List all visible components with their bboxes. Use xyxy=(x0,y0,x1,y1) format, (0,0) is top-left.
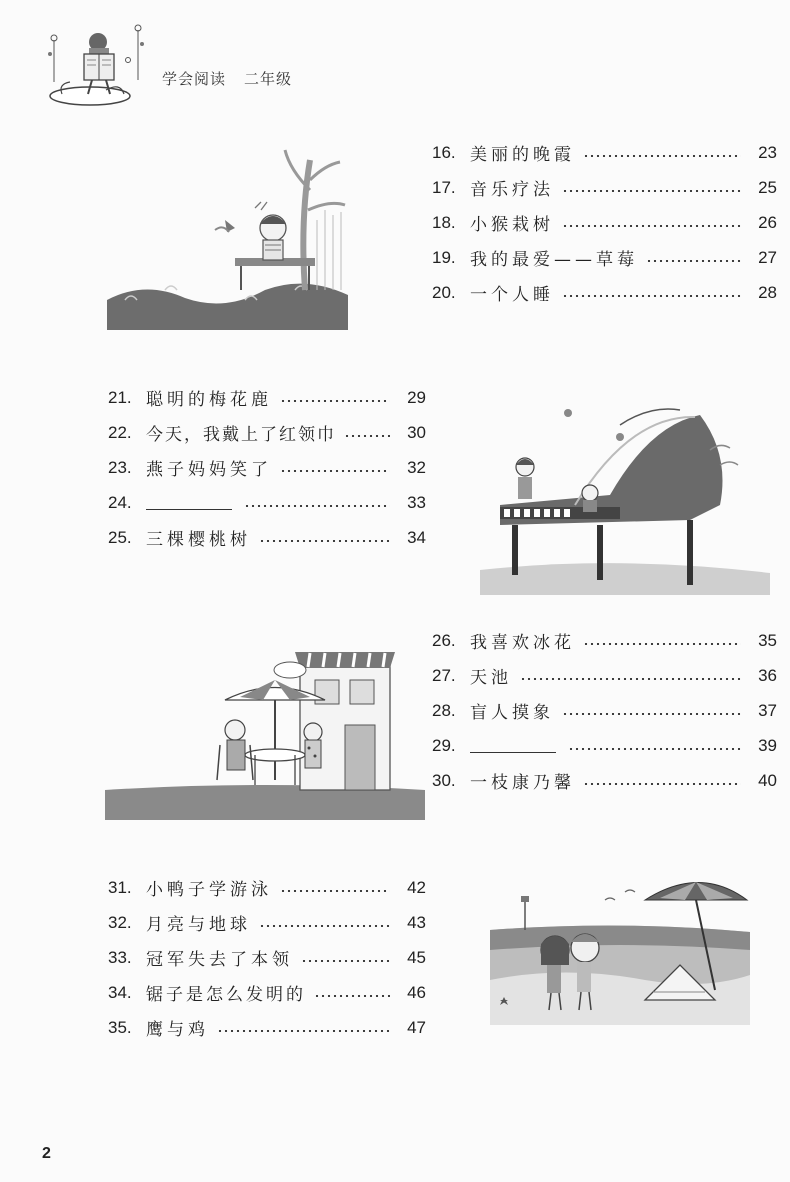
toc-entry-title: 今天，我戴上了红领巾 xyxy=(146,425,336,445)
toc-entry-title: 冠军失去了本领 xyxy=(146,950,293,970)
leader-dots xyxy=(568,748,741,750)
grade-label: 二年级 xyxy=(244,70,293,88)
toc-entry-title: 我喜欢冰花 xyxy=(470,633,575,653)
leader-dots xyxy=(344,435,390,437)
page-number: 2 xyxy=(42,1145,51,1162)
leader-dots xyxy=(583,643,741,645)
toc-group-3 xyxy=(432,623,777,798)
toc-entry-title: 三棵樱桃树 xyxy=(146,530,251,550)
page-header xyxy=(40,20,360,110)
toc-entry-page: 30 xyxy=(407,422,426,442)
piano-illustration xyxy=(480,395,770,595)
toc-entry-number: 32. xyxy=(108,912,132,932)
toc-entry[interactable] xyxy=(432,763,777,798)
leader-dots xyxy=(259,540,390,542)
cafe-umbrella-illustration xyxy=(105,640,425,820)
toc-entry-number: 21. xyxy=(108,387,132,407)
leader-dots xyxy=(217,1030,390,1032)
toc-entry[interactable] xyxy=(432,275,777,310)
toc-entry-title: 小猴栽树 xyxy=(470,215,554,235)
toc-entry[interactable] xyxy=(108,450,426,485)
toc-entry-number: 22. xyxy=(108,422,132,442)
toc-entry-number: 28. xyxy=(432,700,456,720)
toc-group-1 xyxy=(432,135,777,310)
toc-entry-number: 18. xyxy=(432,212,456,232)
toc-entry-title: 一个人睡 xyxy=(470,285,554,305)
toc-entry-number: 27. xyxy=(432,665,456,685)
header-title xyxy=(162,68,292,89)
toc-entry-number: 34. xyxy=(108,982,132,1002)
toc-entry[interactable] xyxy=(432,693,777,728)
toc-entry[interactable] xyxy=(108,1010,426,1045)
toc-entry[interactable] xyxy=(432,205,777,240)
toc-entry-title: 小鸭子学游泳 xyxy=(146,880,272,900)
toc-group-4 xyxy=(108,870,426,1045)
toc-entry-title: 我的最爱——草莓 xyxy=(470,250,638,270)
toc-entry-page: 35 xyxy=(758,630,777,650)
toc-entry-number: 19. xyxy=(432,247,456,267)
girl-on-bench-illustration xyxy=(105,140,350,330)
toc-entry-page: 28 xyxy=(758,282,777,302)
toc-entry-title: 月亮与地球 xyxy=(146,915,251,935)
toc-entry-number: 20. xyxy=(432,282,456,302)
toc-entry-title: 鹰与鸡 xyxy=(146,1020,209,1040)
toc-entry[interactable] xyxy=(108,520,426,555)
leader-dots xyxy=(259,925,390,927)
toc-entry-page: 43 xyxy=(407,912,426,932)
toc-entry-number: 31. xyxy=(108,877,132,897)
leader-dots xyxy=(646,260,741,262)
toc-entry[interactable] xyxy=(432,728,777,763)
toc-entry[interactable] xyxy=(108,415,426,450)
toc-entry-page: 32 xyxy=(407,457,426,477)
toc-entry-number: 29. xyxy=(432,735,456,755)
toc-entry-page: 27 xyxy=(758,247,777,267)
leader-dots xyxy=(280,890,390,892)
toc-entry-page: 42 xyxy=(407,877,426,897)
toc-entry-title: 燕子妈妈笑了 xyxy=(146,460,272,480)
toc-entry[interactable] xyxy=(108,485,426,520)
toc-entry-page: 34 xyxy=(407,527,426,547)
toc-entry-title: 锯子是怎么发明的 xyxy=(146,985,306,1005)
leader-dots xyxy=(562,225,741,227)
toc-entry-page: 33 xyxy=(407,492,426,512)
toc-entry-number: 16. xyxy=(432,142,456,162)
toc-entry-number: 17. xyxy=(432,177,456,197)
toc-entry-page: 39 xyxy=(758,735,777,755)
toc-entry-title: 美丽的晚霞 xyxy=(470,145,575,165)
leader-dots xyxy=(562,295,741,297)
toc-entry-page: 46 xyxy=(407,982,426,1002)
toc-entry-number: 30. xyxy=(432,770,456,790)
toc-entry-page: 40 xyxy=(758,770,777,790)
toc-entry[interactable] xyxy=(432,135,777,170)
toc-entry[interactable] xyxy=(108,380,426,415)
toc-entry-number: 26. xyxy=(432,630,456,650)
leader-dots xyxy=(562,713,741,715)
leader-dots xyxy=(280,470,390,472)
toc-entry-title: 音乐疗法 xyxy=(470,180,554,200)
title-blank-line xyxy=(146,495,232,510)
leader-dots xyxy=(314,995,390,997)
toc-entry-title: 天池 xyxy=(470,668,512,688)
title-blank-line xyxy=(470,738,556,753)
toc-entry-title: 一枝康乃馨 xyxy=(470,773,575,793)
toc-entry[interactable] xyxy=(432,240,777,275)
toc-entry-number: 25. xyxy=(108,527,132,547)
leader-dots xyxy=(583,783,741,785)
toc-entry-title: 盲人摸象 xyxy=(470,703,554,723)
book-title: 学会阅读 xyxy=(162,70,227,88)
toc-entry-page: 26 xyxy=(758,212,777,232)
toc-entry-page: 47 xyxy=(407,1017,426,1037)
toc-entry[interactable] xyxy=(432,658,777,693)
leader-dots xyxy=(244,505,390,507)
toc-entry[interactable] xyxy=(108,870,426,905)
leader-dots xyxy=(583,155,741,157)
toc-entry-number: 24. xyxy=(108,492,132,512)
leader-dots xyxy=(280,400,390,402)
toc-entry-title: 聪明的梅花鹿 xyxy=(146,390,272,410)
toc-entry[interactable] xyxy=(432,170,777,205)
toc-entry-page: 29 xyxy=(407,387,426,407)
toc-entry-page: 37 xyxy=(758,700,777,720)
toc-entry-number: 35. xyxy=(108,1017,132,1037)
leader-dots xyxy=(562,190,741,192)
toc-entry-page: 36 xyxy=(758,665,777,685)
leader-dots xyxy=(301,960,390,962)
toc-group-2 xyxy=(108,380,426,555)
reading-boy-logo xyxy=(40,20,150,110)
beach-illustration xyxy=(485,870,755,1030)
toc-entry-page: 45 xyxy=(407,947,426,967)
toc-entry-number: 23. xyxy=(108,457,132,477)
toc-entry[interactable] xyxy=(108,975,426,1010)
toc-entry-page: 25 xyxy=(758,177,777,197)
leader-dots xyxy=(520,678,741,680)
toc-entry[interactable] xyxy=(108,905,426,940)
toc-entry[interactable] xyxy=(108,940,426,975)
toc-entry[interactable] xyxy=(432,623,777,658)
toc-entry-number: 33. xyxy=(108,947,132,967)
toc-entry-page: 23 xyxy=(758,142,777,162)
